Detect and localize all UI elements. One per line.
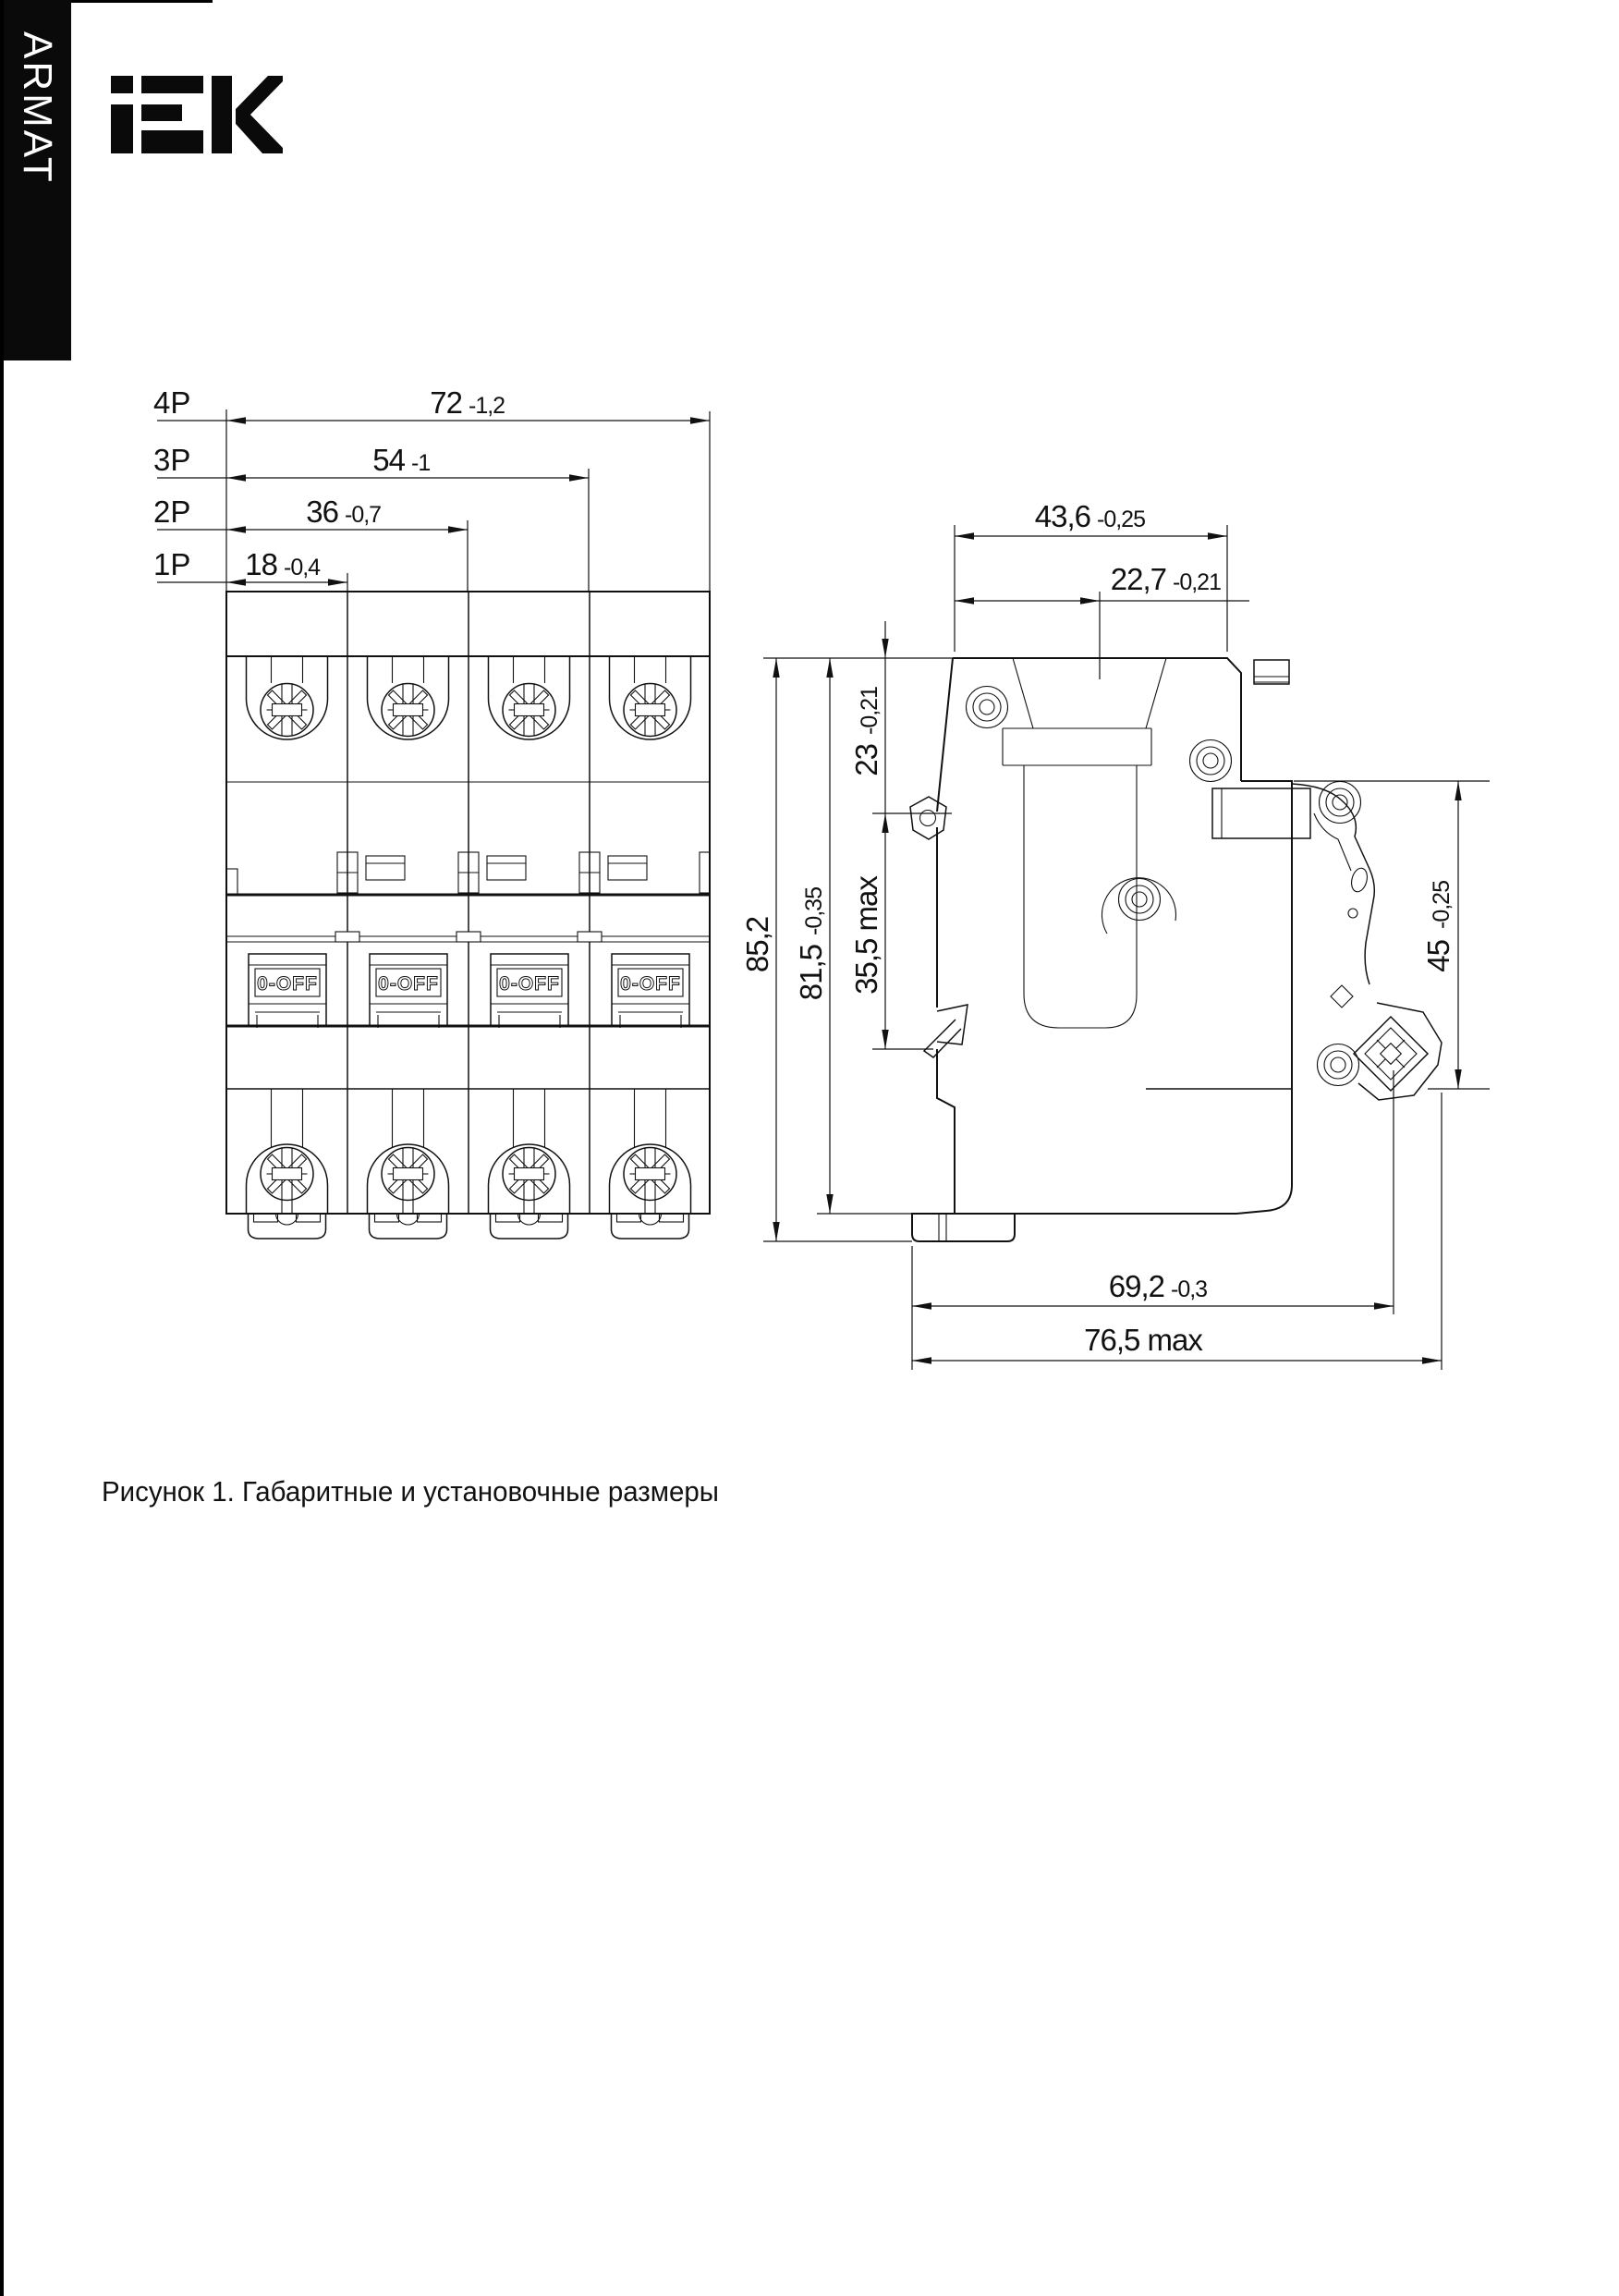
hanger-clip [1254,660,1289,684]
terminal-screw [489,1089,570,1214]
dim-4p [153,385,710,421]
figure-caption: Рисунок 1. Габаритные и установочные размеры [102,1475,719,1508]
dim-tolerance: -0,3 [1171,1276,1208,1302]
terminal-screw [368,1089,449,1214]
dim-depth-din [955,562,1249,679]
dim-depth-max [912,1093,1442,1370]
pole-count-label: 4P [153,385,191,420]
dim-value: 23 [849,744,883,776]
dim-value: 72 [430,385,462,420]
terminal-screw [610,1089,691,1214]
dim-3p [153,443,589,478]
latch-knob [910,797,946,839]
terminal-screw [368,656,449,739]
din-latch-tab [612,1214,689,1239]
dim-tolerance: -0,21 [1173,569,1221,595]
side-dimensions [740,499,1490,1370]
side-view [910,658,1442,1241]
dim-tolerance: -0,25 [1097,507,1145,532]
dim-height-full [740,658,953,1241]
rivet [1190,740,1232,782]
toggle-label: 0-OFF [378,973,439,995]
pole-count-label: 2P [153,495,191,529]
dim-tolerance: -1 [411,450,431,476]
toggle-label: 0-OFF [499,973,560,995]
dim-1p [153,547,347,582]
dim-value: 22,7 [1110,562,1166,596]
toggle-label: 0-OFF [257,973,318,995]
terminal-lever [1292,784,1442,1100]
din-latch-tab [491,1214,568,1239]
dim-value: 36 [306,495,338,529]
dim-tolerance: -0,4 [284,555,321,580]
toggle-label: 0-OFF [620,973,681,995]
dim-value: 35,5 max [849,876,883,995]
dim-value: 45 [1421,940,1455,972]
front-dimensions [153,385,710,592]
terminal-cage [1212,788,1310,838]
series-label: ARMAT [15,31,60,185]
dim-value: 54 [372,443,405,477]
terminal-screw [610,656,691,739]
dim-front-height [1294,781,1490,1089]
dim-value: 43,6 [1034,499,1090,533]
din-latch-tab [370,1214,447,1239]
rivet [1318,1044,1359,1086]
din-latch-tab [249,1214,326,1239]
rivet [967,687,1008,728]
terminal-screw [489,656,570,739]
dim-tolerance: -1,2 [469,393,505,419]
latch-hook [924,1020,961,1057]
terminal-screw [247,656,328,739]
rivet [1119,879,1161,921]
pole-count-label: 3P [153,443,191,477]
dim-value: 81,5 [794,945,828,1001]
dim-value: 85,2 [740,916,774,973]
front-view [226,592,710,1239]
dim-tolerance: -0,35 [801,887,827,935]
dim-top-to-latch [849,621,885,813]
dim-2p [153,495,468,530]
dim-tolerance: -0,7 [345,502,382,528]
pole-count-label: 1P [153,547,191,581]
dim-value: 18 [245,547,277,581]
latch-pull-tab [912,1214,1015,1241]
dim-value: 76,5 max [1084,1323,1202,1357]
dim-tolerance: -0,25 [1429,881,1455,929]
dim-tolerance: -0,21 [857,687,883,735]
dim-value: 69,2 [1108,1269,1164,1303]
terminal-screw [247,1089,328,1214]
